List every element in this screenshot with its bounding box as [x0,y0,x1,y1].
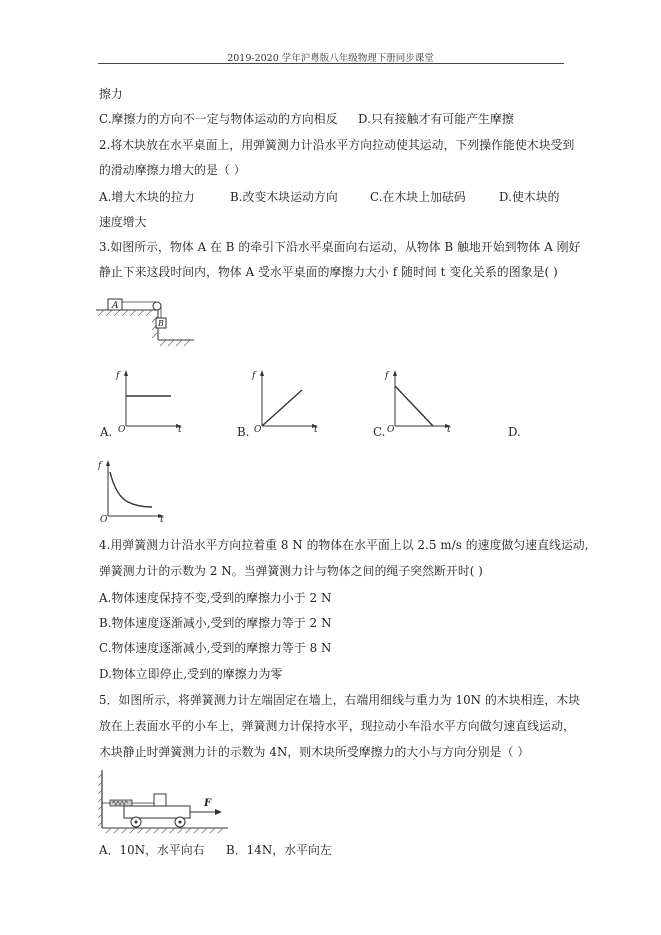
q4-stem-1: 4.用弹簧测力计沿水平方向拉着重 8 N 的物体在水平面上以 2.5 m/s 的速度做匀速直线运动, [99,538,589,552]
graph-d-label: D. [508,425,521,439]
q5-option-a: A．10N，水平向右 [99,843,205,857]
q4-option-b: B.物体速度逐渐减小,受到的摩擦力等于 2 N [99,616,332,630]
q2-option-b: B.改变木块运动方向 [230,190,338,204]
q2-option-d-cont: 速度增大 [99,215,147,229]
q3-stem-1: 3.如图所示，物体 A 在 B 的牵引下沿水平桌面向右运动，从物体 B 触地开始到物体 A 刚好 [99,240,581,254]
q2-stem-1: 2.将木块放在水平桌面上，用弹簧测力计沿水平方向拉动使其运动，下列操作能使木块受到 [99,138,575,152]
axis-f-label: f [116,371,120,381]
page-header: 2019-2020 学年沪粤版八年级物理下册同步课堂 [227,53,434,64]
q2-option-d: D.使木块的 [499,190,560,204]
q4-option-a: A.物体速度保持不变,受到的摩擦力小于 2 N [99,591,332,605]
origin-label: O [387,425,395,435]
axis-f-label: f [98,461,102,471]
axis-f-label: f [385,371,389,381]
line-text: 擦力 [99,87,123,101]
option-d-prev: D.只有接触才有可能产生摩擦 [358,112,514,126]
graph-d [98,458,168,525]
block-b-label: B [158,319,164,328]
q2-option-a: A.增大木块的拉力 [99,190,195,204]
graph-a-label: A. [100,425,113,439]
q2-stem-2: 的滑动摩擦力增大的是（ ） [99,163,246,177]
q4-option-c: C.物体速度逐渐减小,受到的摩擦力等于 8 N [99,641,332,655]
q4-stem-2: 弹簧测力计的示数为 2 N。当弹簧测力计与物体之间的绳子突然断开时( ) [99,564,483,578]
axis-f-label: f [252,371,256,381]
q3-apparatus-figure [96,292,196,352]
axis-t-label: t [447,425,451,435]
q5-option-b: B．14N，水平向左 [226,843,332,857]
q5-stem-2: 放在上表面水平的小车上，弹簧测力计保持水平，现拉动小车沿水平方向做匀速直线运动， [99,719,575,733]
graph-c [385,368,455,435]
q4-option-d: D.物体立即停止,受到的摩擦力为零 [99,667,283,681]
graph-c-label: C. [373,425,386,439]
axis-t-label: t [314,425,318,435]
q3-stem-2: 静止下来这段时间内，物体 A 受水平桌面的摩擦力大小 f 随时间 t 变化关系的图象是( ) [99,265,558,279]
option-c-prev: C.摩擦力的方向不一定与物体运动的方向相反 [99,112,338,126]
axis-t-label: t [160,515,164,525]
q5-stem-3: 木块静止时弹簧测力计的示数为 4N，则木块所受摩擦力的大小与方向分别是（ ） [99,745,530,759]
origin-label: O [100,515,108,525]
q5-stem-1: 5．如图所示，将弹簧测力计左端固定在墙上，右端用细线与重力为 10N 的木块相连，木块 [99,693,581,707]
q5-apparatus-figure [98,770,233,835]
force-label: F [204,798,212,809]
block-a-label: A [112,301,119,311]
graph-b [252,368,322,435]
header-rule [98,63,564,64]
graph-a [116,368,186,435]
origin-label: O [254,425,262,435]
origin-label: O [118,425,126,435]
graph-b-label: B. [237,425,250,439]
axis-t-label: t [178,425,182,435]
q2-option-c: C.在木块上加砝码 [370,190,466,204]
